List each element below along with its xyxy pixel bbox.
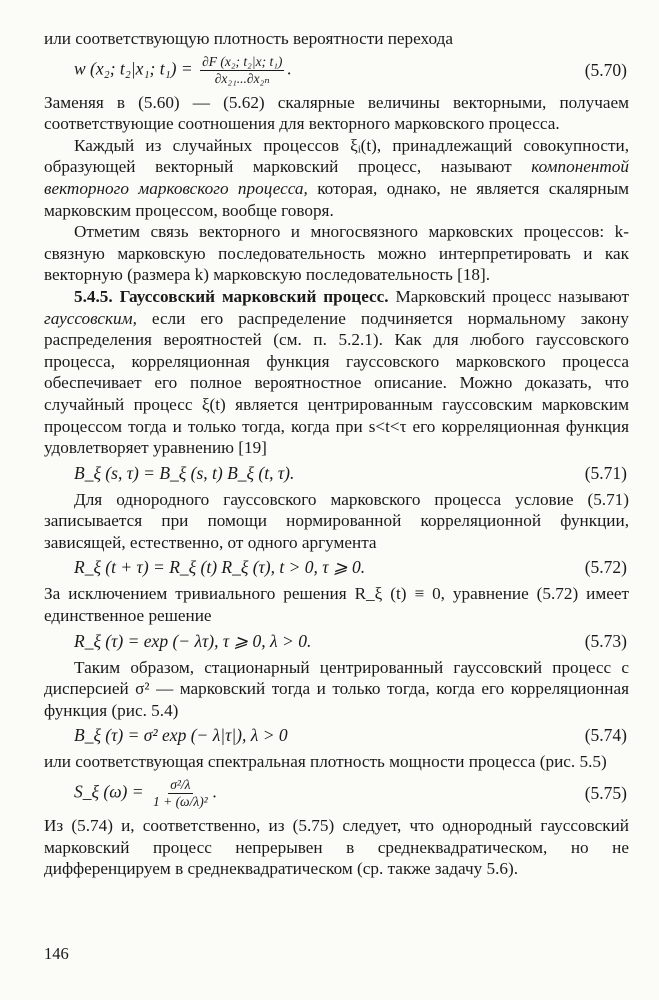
section-5-4-5 xyxy=(44,286,629,459)
section-heading: 5.4.5. Гауссовский марковский процесс. xyxy=(74,286,389,306)
paragraph-homogeneous: Для однородного гауссовского марковского процесса условие (5.71) записывается при помощи нормированной корреляционной функции, зависящей, естественно, от одного аргумента xyxy=(44,489,629,552)
equation-number: (5.71) xyxy=(584,462,627,483)
equation-5-75 xyxy=(44,777,629,810)
text-run: Марковский процесс называют xyxy=(395,286,629,306)
paragraph-stationary: Таким образом, стационарный центрированный гауссовский процесс с дисперсией σ² — марковский тогда и только тогда, когда его корреляционная функция (рис. 5.4) xyxy=(44,657,629,720)
equation-tail: . xyxy=(212,781,218,802)
equation-5-74 xyxy=(44,725,629,746)
fraction-denominator: 1 + (ω/λ)² xyxy=(152,794,208,810)
equation-5-72 xyxy=(44,557,629,578)
paragraph-components xyxy=(44,135,629,221)
page-number: 146 xyxy=(44,944,69,963)
equation-formula: R_ξ (t + τ) = R_ξ (t) R_ξ (τ), t > 0, τ ⩾ 0. xyxy=(74,557,366,578)
italic-term: гауссовским, xyxy=(44,308,137,328)
equation-number: (5.70) xyxy=(584,59,627,80)
fraction-numerator: σ²/λ xyxy=(170,777,191,793)
italic-term: компонентой векторного марковского процесса, xyxy=(44,157,629,198)
paragraph-trivial-solution: За исключением тривиального решения R_ξ (t) ≡ 0, уравнение (5.72) имеет единственное решение xyxy=(44,584,629,626)
equation-formula xyxy=(74,54,292,87)
equation-tail: . xyxy=(287,58,292,79)
paragraph-transition-density: или соответствующую плотность вероятности перехода xyxy=(44,29,453,48)
text-run: если его распределение подчиняется нормальному закону распределения вероятностей (см. п. 5.2.1). Как для любого гауссовского процесса, корреляционная функция гауссовского марковского процесса обеспечивает его полное вероятностное описание. Можно доказать, что случайный процесс ξ(t) является центрированным гауссовским марковским процессом тогда и только тогда, когда при s<t<τ его корреляционная функция удовлетворяет уравнению [19] xyxy=(44,308,629,458)
equation-formula: B_ξ (s, τ) = B_ξ (s, t) B_ξ (t, τ). xyxy=(74,462,295,483)
paragraph-conclusion: Из (5.74) и, соответственно, из (5.75) следует, что однородный гауссовский марковский процесс непрерывен в среднеквадратическом, но не дифференцируем в среднеквадратическом (ср. также задачу 5.6). xyxy=(44,816,629,879)
equation-formula: B_ξ (τ) = σ² exp (− λ|τ|), λ > 0 xyxy=(74,725,288,746)
text-run: Каждый из случайных процессов ξᵢ(t), принадлежащий совокупности, образующей векторный марковский процесс, называют xyxy=(44,135,629,177)
paragraph-spectral-density: или соответствующая спектральная плотность мощности процесса (рис. 5.5) xyxy=(44,752,607,772)
equation-lhs: S_ξ (ω) = xyxy=(74,781,144,802)
equation-number: (5.73) xyxy=(584,630,627,651)
equation-5-71 xyxy=(44,463,629,484)
fraction-numerator: ∂F (x₂; t₂|x; t₁) xyxy=(202,53,283,69)
paragraph-multiconnected: Отметим связь векторного и многосвязного марковских процессов: k-связную марковскую последовательность можно интерпретировать и как векторную (размера k) марковскую последовательность [18]. xyxy=(44,222,629,285)
equation-number: (5.75) xyxy=(584,783,627,804)
fraction xyxy=(151,777,210,810)
equation-number: (5.74) xyxy=(584,725,627,746)
equation-5-73 xyxy=(44,631,629,652)
fraction-denominator: ∂x₂₁...∂x₂ₙ xyxy=(214,70,270,86)
text-run: которая, однако, не является скалярным марковским процессом, вообще говоря. xyxy=(44,178,629,220)
fraction xyxy=(200,54,284,87)
equation-lhs: w (x₂; t₂|x₁; t₁) = xyxy=(74,58,193,79)
equation-number: (5.72) xyxy=(584,557,627,578)
equation-formula xyxy=(74,777,217,810)
equation-formula: R_ξ (τ) = exp (− λτ), τ ⩾ 0, λ > 0. xyxy=(74,630,312,651)
paragraph-vector-substitution: Заменяя в (5.60) — (5.62) скалярные величины векторными, получаем соответствующие соотношения для векторного марковского процесса. xyxy=(44,92,629,134)
equation-5-70 xyxy=(44,54,629,87)
